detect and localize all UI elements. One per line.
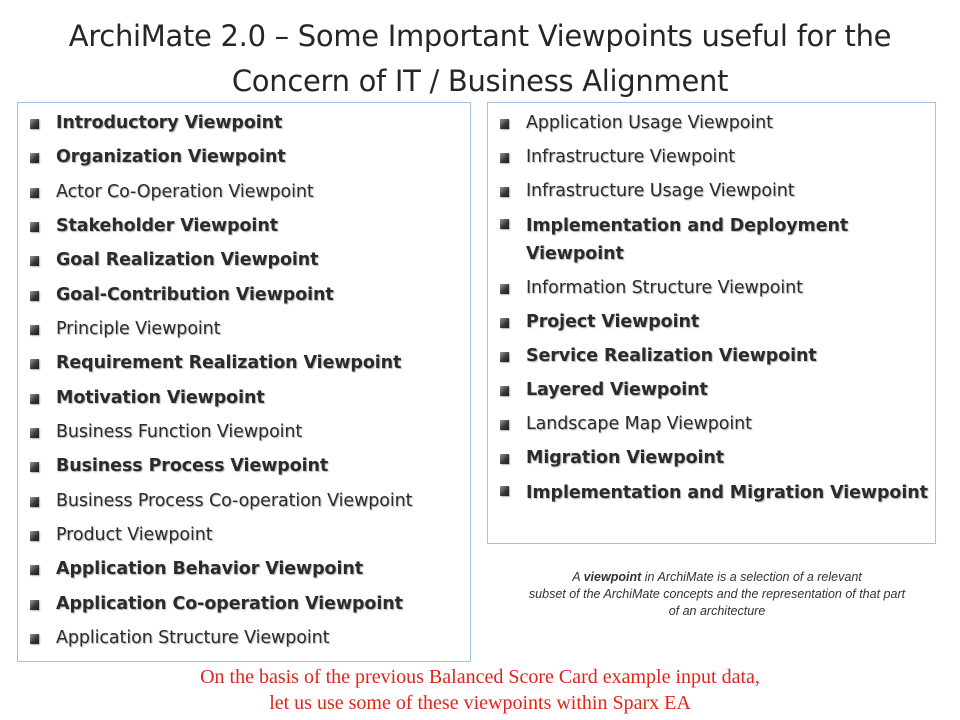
footer-line-2: let us use some of these viewpoints within Sparx EA: [269, 692, 691, 714]
bullet-icon: [500, 318, 509, 328]
left-viewpoint-box: [17, 102, 471, 662]
viewpoint-label: Requirement Realization Viewpoint: [56, 353, 402, 374]
viewpoint-label: Product Viewpoint: [56, 525, 213, 546]
viewpoint-label: Actor Co-Operation Viewpoint: [56, 181, 314, 202]
right-viewpoint-box: [487, 102, 936, 544]
bullet-icon: [500, 386, 509, 396]
viewpoint-label: Project Viewpoint: [526, 312, 700, 332]
viewpoint-item: [18, 558, 470, 581]
viewpoint-item: [18, 215, 470, 238]
viewpoint-label: Principle Viewpoint: [56, 319, 221, 340]
viewpoint-label: Landscape Map Viewpoint: [526, 414, 752, 434]
bullet-icon: [500, 219, 509, 229]
viewpoint-label: Layered Viewpoint: [526, 380, 708, 400]
viewpoint-item: [18, 146, 470, 169]
viewpoint-label: Application Usage Viewpoint: [526, 113, 773, 133]
viewpoint-label: Introductory Viewpoint: [56, 113, 283, 133]
viewpoint-label: Infrastructure Usage Viewpoint: [526, 181, 795, 201]
slide-title-line-1: ArchiMate 2.0 – Some Important Viewpoints useful for the: [68, 19, 892, 53]
viewpoint-label: Organization Viewpoint: [56, 147, 286, 168]
bullet-icon: [500, 119, 509, 129]
bullet-icon: [500, 284, 509, 294]
footer-caption: [0, 664, 960, 716]
viewpoint-label: Application Behavior Viewpoint: [56, 559, 363, 580]
bullet-icon: [30, 359, 39, 369]
bullet-icon: [500, 187, 509, 197]
viewpoint-item: [488, 479, 935, 507]
viewpoint-item: [488, 146, 935, 169]
viewpoint-item: [18, 421, 470, 444]
viewpoint-label: Infrastructure Viewpoint: [526, 147, 736, 167]
viewpoint-item: [18, 593, 470, 616]
viewpoint-label: Goal-Contribution Viewpoint: [56, 284, 334, 305]
note-line-3: of an architecture: [668, 604, 766, 618]
viewpoint-item: [18, 318, 470, 341]
bullet-icon: [30, 428, 39, 438]
viewpoint-item: [488, 277, 935, 300]
bullet-icon: [30, 291, 39, 301]
slide-title-line-2: Concern of IT / Business Alignment: [231, 64, 729, 98]
bullet-icon: [500, 420, 509, 430]
viewpoint-label: Information Structure Viewpoint: [526, 278, 803, 298]
viewpoint-label: Business Process Viewpoint: [56, 456, 329, 477]
bullet-icon: [30, 153, 39, 163]
viewpoint-label: Business Function Viewpoint: [56, 422, 303, 443]
viewpoint-label: Service Realization Viewpoint: [526, 346, 817, 366]
bullet-icon: [500, 352, 509, 362]
viewpoint-item: [488, 180, 935, 203]
bullet-icon: [30, 325, 39, 335]
viewpoint-label: Implementation and Deployment Viewpoint: [526, 216, 849, 264]
bullet-icon: [30, 222, 39, 232]
right-viewpoint-list: [488, 103, 935, 507]
note-suffix: in ArchiMate is a selection of a relevant: [641, 570, 862, 584]
note-line-1: [474, 569, 960, 586]
viewpoint-item: [18, 490, 470, 513]
viewpoint-item: [18, 455, 470, 478]
bullet-icon: [30, 531, 39, 541]
viewpoint-item: [488, 112, 935, 135]
bullet-icon: [30, 634, 39, 644]
viewpoint-item: [18, 284, 470, 307]
bullet-icon: [500, 486, 509, 496]
bullet-icon: [30, 497, 39, 507]
note-bold-term: viewpoint: [583, 570, 642, 584]
viewpoint-item: [488, 311, 935, 334]
bullet-icon: [30, 188, 39, 198]
viewpoint-label: Motivation Viewpoint: [56, 387, 265, 408]
viewpoint-item: [488, 413, 935, 436]
bullet-icon: [500, 454, 509, 464]
viewpoint-item: [488, 447, 935, 470]
viewpoint-definition-note: [474, 569, 960, 620]
viewpoint-item: [488, 379, 935, 402]
note-prefix: A: [572, 570, 584, 584]
viewpoint-label: Application Structure Viewpoint: [56, 628, 330, 649]
viewpoint-item: [18, 524, 470, 547]
viewpoint-label: Goal Realization Viewpoint: [56, 250, 319, 271]
bullet-icon: [500, 153, 509, 163]
viewpoint-item: [18, 112, 470, 135]
bullet-icon: [30, 119, 39, 129]
viewpoint-item: [18, 249, 470, 272]
viewpoint-label: Stakeholder Viewpoint: [56, 216, 278, 237]
slide-title: [0, 14, 960, 104]
left-viewpoint-list: [18, 103, 470, 650]
viewpoint-item: [18, 387, 470, 410]
bullet-icon: [30, 256, 39, 266]
bullet-icon: [30, 600, 39, 610]
viewpoint-label: Migration Viewpoint: [526, 448, 725, 468]
bullet-icon: [30, 462, 39, 472]
bullet-icon: [30, 565, 39, 575]
note-line-2: subset of the ArchiMate concepts and the representation of that part: [528, 587, 906, 601]
viewpoint-item: [488, 345, 935, 368]
bullet-icon: [30, 394, 39, 404]
viewpoint-label: Implementation and Migration Viewpoint: [526, 483, 928, 503]
viewpoint-label: Business Process Co-operation Viewpoint: [56, 490, 413, 511]
viewpoint-item: [18, 627, 470, 650]
viewpoint-item: [18, 181, 470, 204]
footer-line-1: On the basis of the previous Balanced Score Card example input data,: [200, 666, 760, 688]
viewpoint-label: Application Co-operation Viewpoint: [56, 593, 403, 614]
viewpoint-item: [18, 352, 470, 375]
viewpoint-item: [488, 212, 935, 268]
